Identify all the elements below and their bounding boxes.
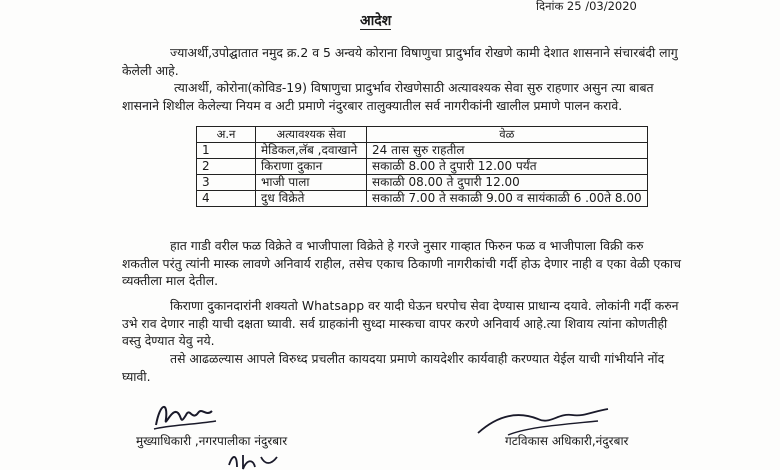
- cell-time: सकाळी 8.00 ते दुपारी 12.00 पर्यंत: [367, 159, 648, 175]
- table-header-row: [197, 127, 648, 143]
- column-header-service: अत्यावश्यक सेवा: [256, 127, 367, 143]
- paragraph-penalty: तसे आढळल्यास आपले विरुध्द प्रचलीत कायदया प्रमाणे कायदेशीर कार्यवाही करण्यात येईल याची गांभीर्याने नोंद घ्यावी.: [122, 351, 665, 384]
- column-header-time: वेळ: [367, 127, 648, 143]
- cell-service: भाजी पाला: [256, 175, 367, 191]
- table-row: [197, 143, 648, 159]
- paragraph-vendors: हात गाडी वरील फळ विक्रेते व भाजीपाला विक्रेते हे गरजे नुसार गाव्हात फिरुन फळ व भाजीपाला विक्री करु शकतील परंतु त्यांनी मास्क लावणे अनिवार्य राहील, तसेच एकाच ठिकाणी नागरीकांची गर्दी होऊ देणार नाही व एका वेळी एकाच व्यक्तीला माल देतील.: [122, 238, 681, 288]
- cell-time: सकाळी 08.00 ते दुपारी 12.00: [367, 175, 648, 191]
- cell-serial: 4: [197, 191, 256, 207]
- table-row: [197, 175, 648, 191]
- cell-serial: 1: [197, 143, 256, 159]
- chief-officer-signature: [150, 395, 220, 437]
- paragraph-grocery: किराणा दुकानदारांनी शक्यतो Whatsapp वर यादी घेऊन घरपोच सेवा देण्यास प्राधान्य दयावे. लोकांनी गर्दी करुन उभे राव देणार नाही याची दक्षता घ्यावी. सर्व ग्राहकांनी सुध्दा मास्कचा वापर करणे अनिवार्य आहे.त्या शिवाय त्यांना कोणतीही वस्तु देण्यात येवु नये.: [122, 298, 679, 348]
- cell-time: 24 तास सुरु राहतील: [367, 143, 648, 159]
- order-date: दिनांक 25 /03/2020: [536, 0, 637, 13]
- table-row: [197, 191, 648, 207]
- paragraph-curfew: ज्याअर्थी,उपोद्घातात नमुद क्र.2 व 5 अन्वये कोराना विषाणुचा प्रादुर्भाव रोखणे कामी देशात शासनाने संचारबंदी लागु केलेली आहे.: [122, 45, 678, 78]
- cell-service: दुध विक्रेते: [256, 191, 367, 207]
- table-row: [197, 159, 648, 175]
- cell-serial: 2: [197, 159, 256, 175]
- essential-services-table: [196, 126, 648, 207]
- cell-service: मेडिकल,लॅब ,दवाखाने: [256, 143, 367, 159]
- cell-time: सकाळी 7.00 ते सकाळी 9.00 व सायंकाळी 6 .00ते 8.00: [367, 191, 648, 207]
- order-title: आदेश: [360, 13, 392, 29]
- additional-signature: [225, 451, 285, 470]
- paragraph-instructions: त्याअर्थी, कोरोना(कोविड-19) विषाणुचा प्रादुर्भाव रोखणेसाठी अत्यावश्यक सेवा सुरु राहणार असुन त्या बाबत शासनाने शिथील केलेल्या नियम व अटी प्रमाणे नंदुरबार तालुक्यातील सर्व नागरीकांनी खालील प्रमाणे पालन करावे.: [122, 80, 654, 113]
- bdo-designation: गटविकास अधिकारी,नंदुरबार: [505, 434, 629, 448]
- cell-service: किराणा दुकान: [256, 159, 367, 175]
- cell-serial: 3: [197, 175, 256, 191]
- chief-officer-designation: मुख्याधिकारी ,नगरपालीका नंदुरबार: [136, 434, 288, 448]
- column-header-serial: अ.न: [197, 127, 256, 143]
